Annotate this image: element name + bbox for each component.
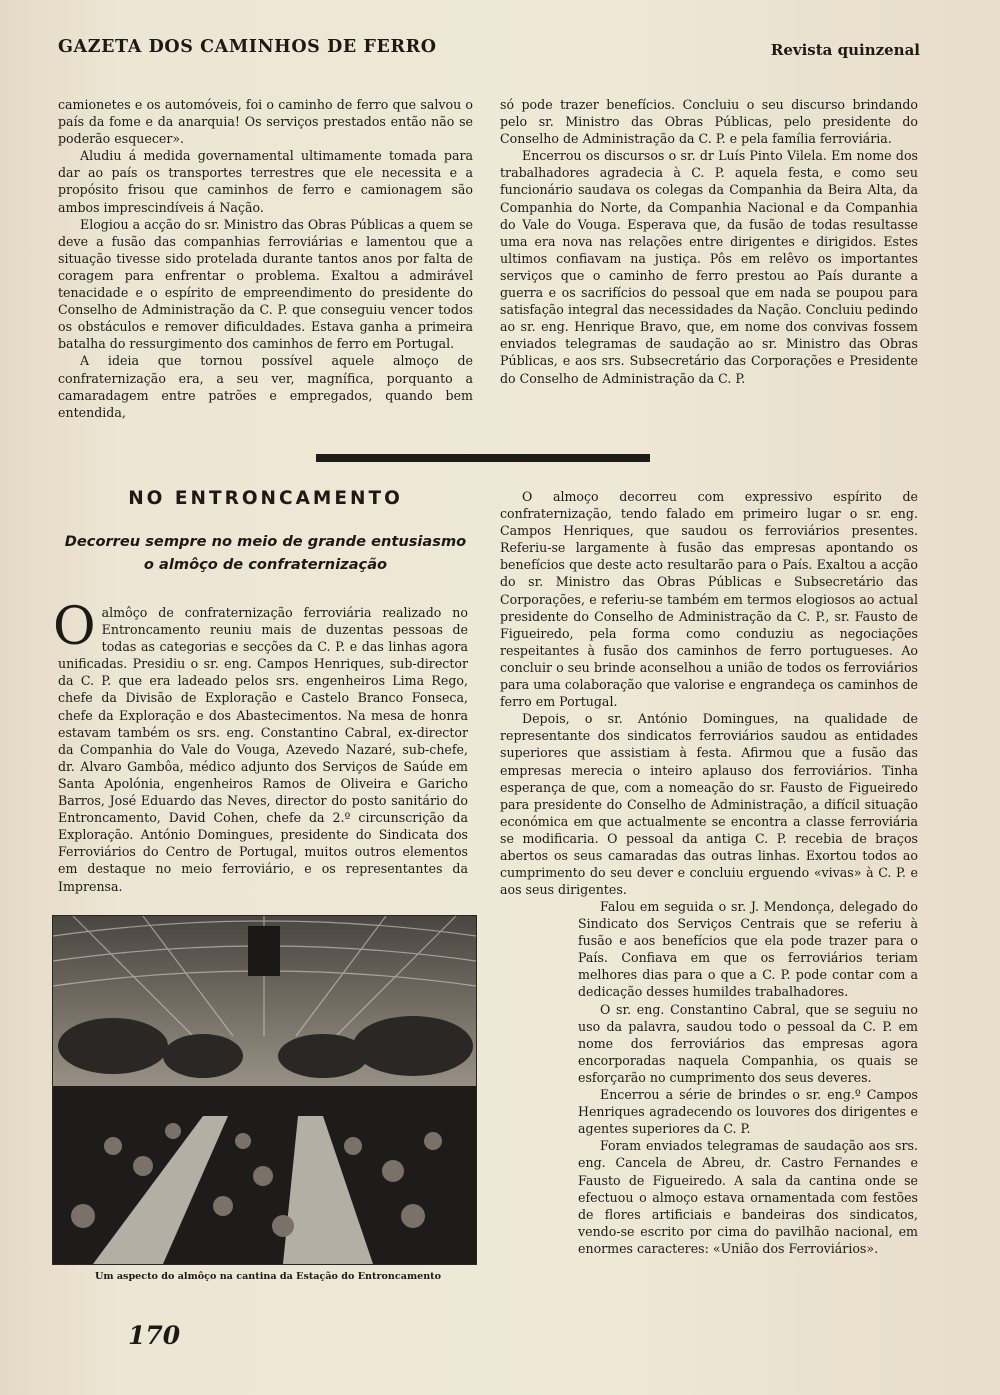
paragraph: Encerrou a série de brindes o sr. eng.º Campos Henriques agradecendo os louvores dos dirigentes e agentes superiores da C. P. [578,1087,918,1137]
paragraph: camionetes e os automóveis, foi o caminho de ferro que salvou o país da fome e da anarquia! Os serviços prestados então não se poderão esquecer». [58,97,473,147]
paragraph: Encerrou os discursos o sr. dr Luís Pinto Vilela. Em nome dos trabalhadores agradecia à C. P. aquela festa, e como seu funcionário saudava os colegas da Companhia da Beira Alta, da Companhia do Norte, da Companhia Nacional e da Companhia do Vale do Vouga. Esperava que, da fusão de todas resultasse uma era nova nas relações entre dirigentes e dirigidos. Estes ultimos confiavam na justiça. Pôs em relêvo os importantes serviços que o caminho de ferro prestou ao País durante a guerra e os sacrifícios do pessoal que em nada se poupou para satisfação integral das necessidades da Nação. Concluiu pedindo ao sr. eng. Henrique Bravo, que, em nome dos convivas fossem enviados telegramas de saudação ao sr. Ministro das Obras Públicas, e aos srs. Subsecretário das Corporações e Presidente do Conselho de Administração da C. P. [500,148,918,386]
subtitle-line: o almôço de confraternização [143,556,388,573]
top-left-column [58,96,473,421]
section-title: NO ENTRONCAMENTO [128,488,403,509]
paragraph: Foram enviados telegramas de saudação aos srs. eng. Cancela de Abreu, dr. Castro Fernandes e Fausto de Figueiredo. A sala da cantina onde se efectuou o almoço estava ornamentada com festões de flores artificiais e bandeiras dos sindicatos, vendo-se escrito por cima do pavilhão nacional, em enormes caracteres: «União dos Ferroviários». [578,1138,918,1256]
journal-tagline: Revista quinzenal [770,41,920,59]
top-right-column [500,96,918,387]
paragraph: A ideia que tornou possível aquele almoço de confraternização era, a seu ver, magnífica, porquanto a camaradagem entre patrões e empregados, quando bem entendida, [58,353,473,420]
paragraph: Aludiu á medida governamental ultimamente tomada para dar ao país os transportes terrestres que ele necessita e a propósito frisou que caminhos de ferro e camionagem são ambos imprescindíveis á Nação. [58,148,473,215]
article-continuation [500,488,918,898]
paragraph: O almoço decorreu com expressivo espírito de confraternização, tendo falado em primeiro lugar o sr. eng. Campos Henriques, que saudou os ferroviários presentes. Referiu-se largamente à fusão das empresas apontando os benefícios que deste acto resultarão para o País. Exaltou a acção do sr. Ministro das Obras Públicas e Subsecretário das Corporações, e referiu-se também em termos elogiosos ao actual presidente do Conselho de Administração da C. P., sr. Fausto de Figueiredo, pela forma como conduziu as negociações respeitantes à fusão dos caminhos de ferro portugueses. Ao concluir o seu brinde aconselhou a união de todos os ferroviários para uma colaboração que valorise e engrandeça os caminhos de ferro em Portugal. [500,489,918,710]
subtitle-line: Decorreu sempre no meio de grande entusiasmo [64,533,467,550]
paragraph: O sr. eng. Constantino Cabral, que se seguiu no uso da palavra, saudou todo o pessoal da C. P. em nome dos ferroviários das empresas agora encorporadas naquela Companhia, os quais se esforçarão no cumprimento dos seus deveres. [578,1001,918,1085]
article-continuation-narrow [578,898,918,1257]
banquet-photo [52,915,477,1265]
paragraph: só pode trazer benefícios. Concluiu o seu discurso brindando pelo sr. Ministro das Obras Públicas, pelo presidente do Conselho de Administração da C. P. e pela família ferroviária. [500,97,918,147]
section-divider [316,454,650,462]
lead-text: almôço de confraternização ferroviária realizado no Entroncamento reuniu mais de duzentas pessoas de todas as categorias e secções da C. P. e das linhas agora unificadas. Presidiu o sr. eng. Campos Henriques, sub-director da C. P. que era ladeado pelos srs. engenheiros Lima Rego, chefe da Divisão de Exploração e Castelo Branco Fonseca, chefe da Exploração e dos Abastecimentos. Na mesa de honra estavam também os srs. eng. Constantino Cabral, ex-director da Companhia do Vale do Vouga, Azevedo Nazaré, sub-chefe, dr. Alvaro Gambôa, médico adjunto dos Serviços de Saúde em Santa Apolónia, engenheiros Ramos de Oliveira e Garicho Barros, José Eduardo das Neves, director do posto sanitário do Entroncamento, David Cohen, chefe da 2.º circunscrição da Exploração. António Domingues, presidente do Sindicata dos Ferroviários do Centro de Portugal, muitos outros elementos em destaque no meio ferroviário, e os representantes da Imprensa. [58,605,468,894]
article-lead [53,597,468,895]
page-number: 170 [128,1321,181,1350]
paragraph: Falou em seguida o sr. J. Mendonça, delegado do Sindicato dos Serviços Centrais que se referiu à fusão e aos benefícios que ela pode trazer para o País. Confiava em que os ferroviários teriam melhores dias para o que a C. P. pode contar com a dedicação desses humildes trabalhadores. [578,899,918,1000]
section-subtitle [58,530,473,576]
paragraph: Elogiou a acção do sr. Ministro das Obras Públicas a quem se deve a fusão das companhias ferroviárias e lamentou que a situação tivesse sido protelada durante tantos anos por falta de coragem para enfrentar o problema. Exaltou a admirável tenacidade e o espírito de empreendimento do presidente do Conselho de Administração da C. P. que conseguiu vencer todos os obstáculos e remover dificuldades. Estava ganha a primeira batalha do ressurgimento dos caminhos de ferro em Portugal. [58,216,473,352]
drop-cap: O [53,597,96,657]
banquet-photo-graphic [53,916,476,1264]
lead-paragraph [53,597,468,895]
photo-caption: Um aspecto do almôço na cantina da Estação do Entroncamento [94,1271,442,1282]
paragraph: Depois, o sr. António Domingues, na qualidade de representante dos sindicatos ferroviários saudou as entidades superiores que assistiam à festa. Afirmou que a fusão das empresas merecia o inteiro aplauso dos ferroviários. Tinha esperança de que, com a nomeação do sr. Fausto de Figueiredo para presidente do Conselho de Administração, a difícil situação económica em que actualmente se encontra a classe ferroviária se modificaria. O pessoal da antiga C. P. recebia de braços abertos os seus camaradas das outras linhas. Exortou todos ao cumprimento do seu dever e concluiu erguendo «vivas» à C. P. e aos seus dirigentes. [500,711,918,898]
journal-title: GAZETA DOS CAMINHOS DE FERRO [58,37,437,57]
